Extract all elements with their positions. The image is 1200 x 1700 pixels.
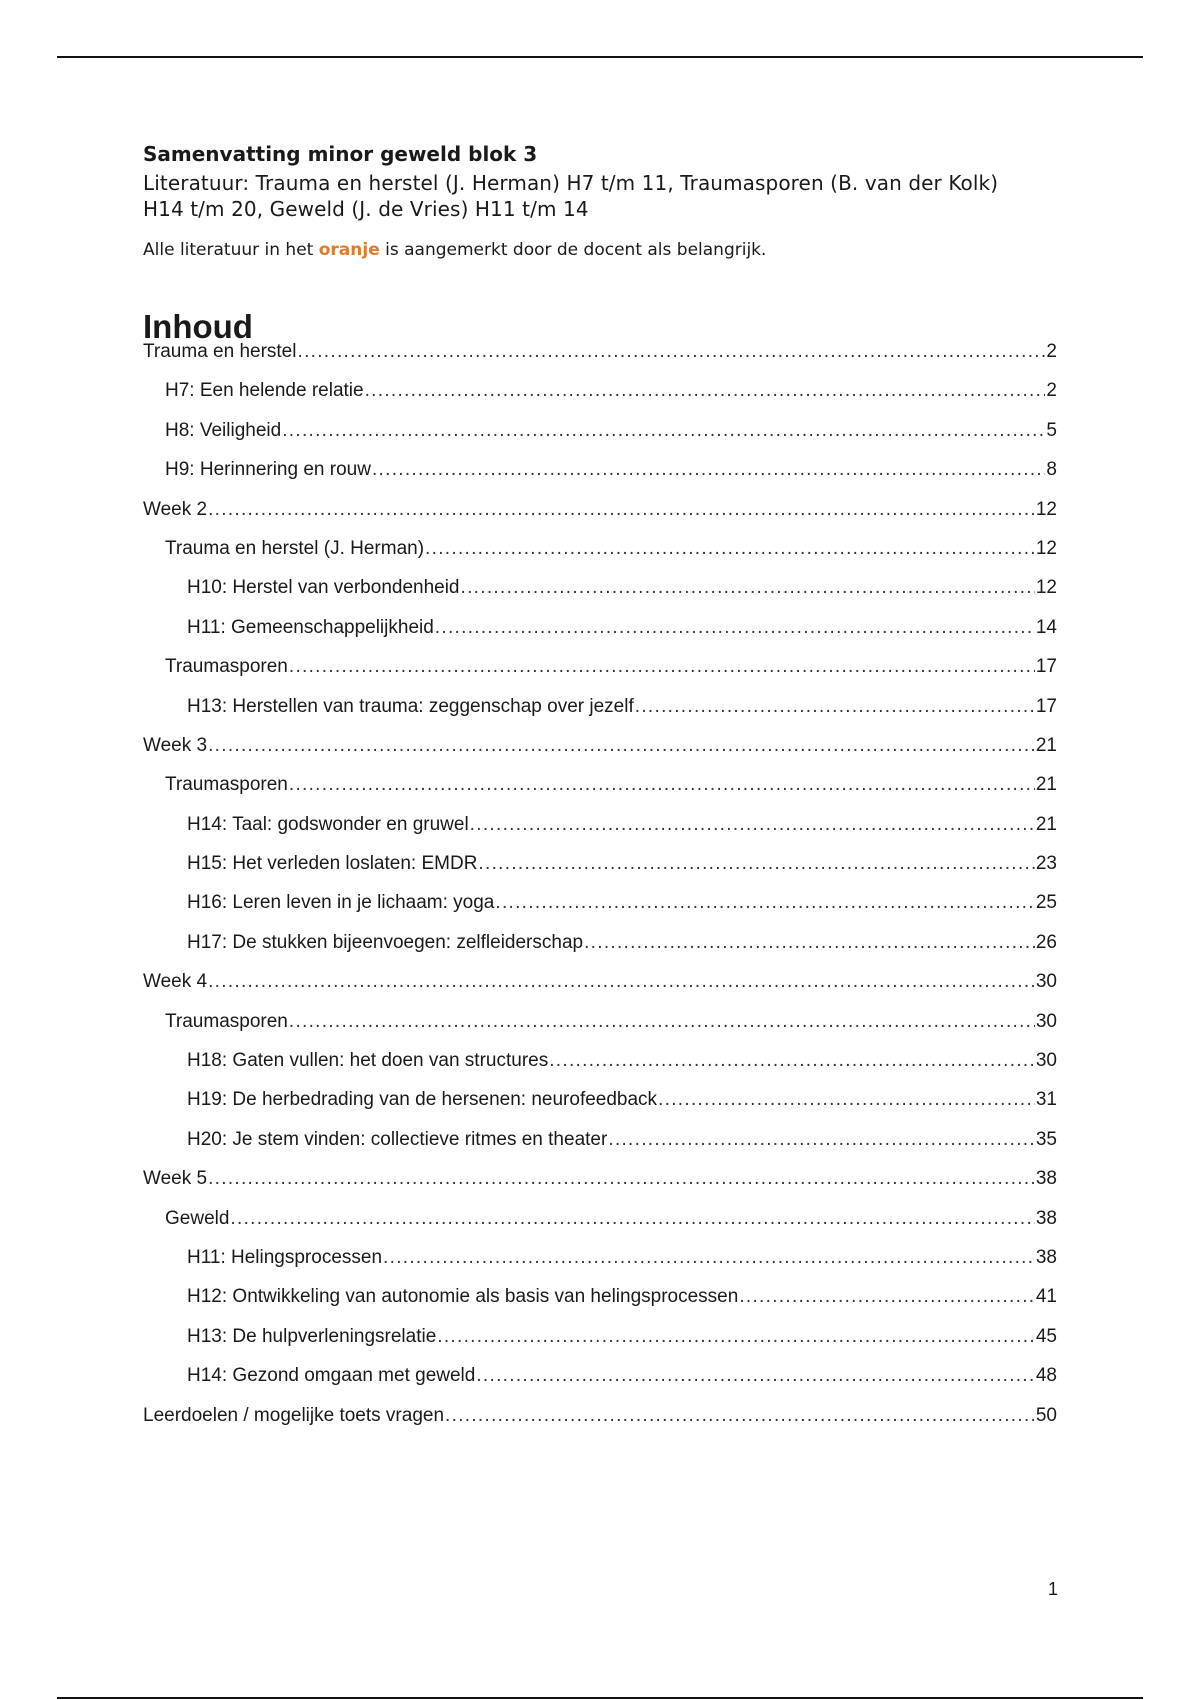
toc-entry-page: 38 [1035, 1246, 1057, 1268]
toc-dot-leader [461, 573, 1035, 603]
toc-entry-label: H9: Herinnering en rouw [165, 459, 371, 481]
toc-entry[interactable] [143, 1125, 1057, 1164]
toc-entry[interactable] [143, 1243, 1057, 1282]
importance-note [143, 238, 766, 262]
toc-dot-leader [608, 1125, 1035, 1155]
toc-dot-leader [289, 652, 1035, 682]
toc-entry-label: H7: Een helende relatie [165, 380, 364, 402]
toc-entry-page: 21 [1035, 734, 1057, 756]
toc-entry-page: 23 [1035, 853, 1057, 875]
toc-entry-label: H15: Het verleden loslaten: EMDR [187, 853, 478, 875]
toc-entry[interactable] [143, 573, 1057, 612]
toc-entry-label: H12: Ontwikkeling van autonomie als basis van helingsprocessen [187, 1286, 739, 1308]
toc-entry-label: Trauma en herstel [143, 341, 297, 362]
toc-entry-page: 25 [1035, 892, 1057, 914]
toc-dot-leader [549, 1046, 1035, 1076]
note-text-before: Alle literatuur in het [143, 240, 319, 260]
toc-dot-leader [437, 1322, 1035, 1352]
toc-entry-page: 5 [1046, 419, 1057, 441]
toc-entry[interactable] [143, 1322, 1057, 1361]
toc-dot-leader [208, 731, 1035, 761]
toc-heading: Inhoud [143, 308, 253, 346]
toc-entry[interactable] [143, 337, 1057, 376]
toc-entry-page: 31 [1035, 1089, 1057, 1111]
toc-dot-leader [289, 770, 1035, 800]
toc-dot-leader [372, 455, 1045, 485]
toc-entry-page: 38 [1035, 1168, 1057, 1190]
toc-dot-leader [584, 928, 1035, 958]
footer-rule [57, 1697, 1143, 1699]
toc-entry[interactable] [143, 652, 1057, 691]
toc-dot-leader [289, 1007, 1035, 1037]
toc-entry-label: Traumasporen [165, 656, 288, 678]
toc-dot-leader [658, 1085, 1035, 1115]
toc-entry-page: 48 [1035, 1365, 1057, 1387]
toc-dot-leader [635, 692, 1035, 722]
toc-dot-leader [208, 495, 1035, 525]
toc-entry-label: H17: De stukken bijeenvoegen: zelfleiderschap [187, 931, 584, 953]
toc-entry-page: 12 [1035, 537, 1057, 559]
toc-entry[interactable] [143, 534, 1057, 573]
toc-entry-page: 17 [1035, 656, 1057, 678]
toc-entry-page: 12 [1035, 498, 1057, 520]
toc-dot-leader [230, 1204, 1034, 1234]
toc-entry-label: Traumasporen [165, 1010, 288, 1032]
table-of-contents [143, 337, 1057, 1440]
literature-line-2: H14 t/m 20, Geweld (J. de Vries) H11 t/m 14 [143, 197, 589, 221]
toc-entry[interactable] [143, 810, 1057, 849]
toc-entry-label: H14: Gezond omgaan met geweld [187, 1365, 476, 1387]
toc-entry[interactable] [143, 1282, 1057, 1321]
toc-entry-label: Traumasporen [165, 774, 288, 796]
toc-entry-label: H13: De hulpverleningsrelatie [187, 1325, 437, 1347]
toc-entry-page: 30 [1035, 971, 1057, 993]
toc-entry-label: H10: Herstel van verbondenheid [187, 577, 460, 599]
toc-entry[interactable] [143, 1046, 1057, 1085]
toc-entry-label: Week 4 [143, 971, 208, 993]
toc-entry-page: 38 [1035, 1207, 1057, 1229]
toc-entry-page: 30 [1035, 1050, 1057, 1072]
toc-entry-page: 21 [1035, 813, 1057, 835]
toc-dot-leader [470, 810, 1035, 840]
toc-entry-label: H19: De herbedrading van de hersenen: neurofeedback [187, 1089, 658, 1111]
toc-entry-label: H11: Gemeenschappelijkheid [187, 616, 434, 638]
toc-entry-page: 45 [1035, 1325, 1057, 1347]
toc-entry[interactable] [143, 1085, 1057, 1124]
literature-line-1: Literatuur: Trauma en herstel (J. Herman) H7 t/m 11, Traumasporen (B. van der Kolk) [143, 171, 999, 195]
toc-entry[interactable] [143, 613, 1057, 652]
toc-entry[interactable] [143, 455, 1057, 494]
toc-entry[interactable] [143, 928, 1057, 967]
toc-entry-label: Trauma en herstel (J. Herman) [165, 537, 425, 559]
toc-dot-leader [282, 416, 1045, 446]
toc-entry-label: H20: Je stem vinden: collectieve ritmes en theater [187, 1128, 608, 1150]
toc-entry[interactable] [143, 770, 1057, 809]
toc-entry[interactable] [143, 416, 1057, 455]
toc-dot-leader [208, 967, 1035, 997]
toc-entry-label: H18: Gaten vullen: het doen van structures [187, 1050, 549, 1072]
toc-entry-label: Week 5 [143, 1168, 208, 1190]
page-number: 1 [1047, 1579, 1058, 1599]
note-text-after: is aangemerkt door de docent als belangrijk. [379, 240, 767, 260]
toc-entry[interactable] [143, 1401, 1057, 1440]
toc-entry-label: H13: Herstellen van trauma: zeggenschap over jezelf [187, 695, 634, 717]
toc-entry-page: 14 [1035, 616, 1057, 638]
toc-entry-label: H11: Helingsprocessen [187, 1246, 383, 1268]
toc-entry-page: 41 [1035, 1286, 1057, 1308]
toc-entry-label: H14: Taal: godswonder en gruwel [187, 813, 469, 835]
toc-entry[interactable] [143, 1204, 1057, 1243]
toc-entry[interactable] [143, 376, 1057, 415]
toc-entry-label: Leerdoelen / mogelijke toets vragen [143, 1404, 445, 1426]
toc-dot-leader [425, 534, 1035, 564]
toc-entry[interactable] [143, 849, 1057, 888]
toc-entry-label: H16: Leren leven in je lichaam: yoga [187, 892, 495, 914]
toc-entry-page: 12 [1035, 577, 1057, 599]
toc-dot-leader [478, 849, 1034, 879]
toc-entry-page: 2 [1046, 380, 1057, 402]
toc-entry[interactable] [143, 967, 1057, 1006]
document-title: Samenvatting minor geweld blok 3 [143, 142, 538, 166]
toc-dot-leader [476, 1361, 1035, 1391]
header-rule [57, 56, 1143, 58]
toc-entry[interactable] [143, 1164, 1057, 1203]
toc-entry-label: Geweld [165, 1207, 230, 1229]
toc-entry[interactable] [143, 1361, 1057, 1400]
toc-entry-page: 35 [1035, 1128, 1057, 1150]
toc-entry-page: 26 [1035, 931, 1057, 953]
toc-entry-page: 17 [1035, 695, 1057, 717]
toc-entry[interactable] [143, 1007, 1057, 1046]
toc-dot-leader [365, 376, 1046, 406]
toc-entry-page: 50 [1035, 1404, 1057, 1426]
toc-entry[interactable] [143, 692, 1057, 731]
toc-dot-leader [495, 888, 1035, 918]
toc-dot-leader [739, 1282, 1035, 1312]
toc-entry-label: Week 2 [143, 498, 208, 520]
toc-dot-leader [383, 1243, 1035, 1273]
toc-dot-leader [435, 613, 1035, 643]
toc-entry-label: H8: Veiligheid [165, 419, 282, 441]
note-accent-word: oranje [318, 240, 380, 260]
toc-entry[interactable] [143, 495, 1057, 534]
toc-entry[interactable] [143, 888, 1057, 927]
toc-entry-label: Week 3 [143, 734, 208, 756]
toc-dot-leader [208, 1164, 1035, 1194]
toc-entry-page: 8 [1046, 459, 1057, 481]
toc-entry-page: 30 [1035, 1010, 1057, 1032]
toc-dot-leader [297, 337, 1045, 367]
toc-entry-page: 21 [1035, 774, 1057, 796]
toc-entry[interactable] [143, 731, 1057, 770]
toc-dot-leader [445, 1401, 1035, 1431]
toc-entry-page: 2 [1046, 341, 1057, 362]
